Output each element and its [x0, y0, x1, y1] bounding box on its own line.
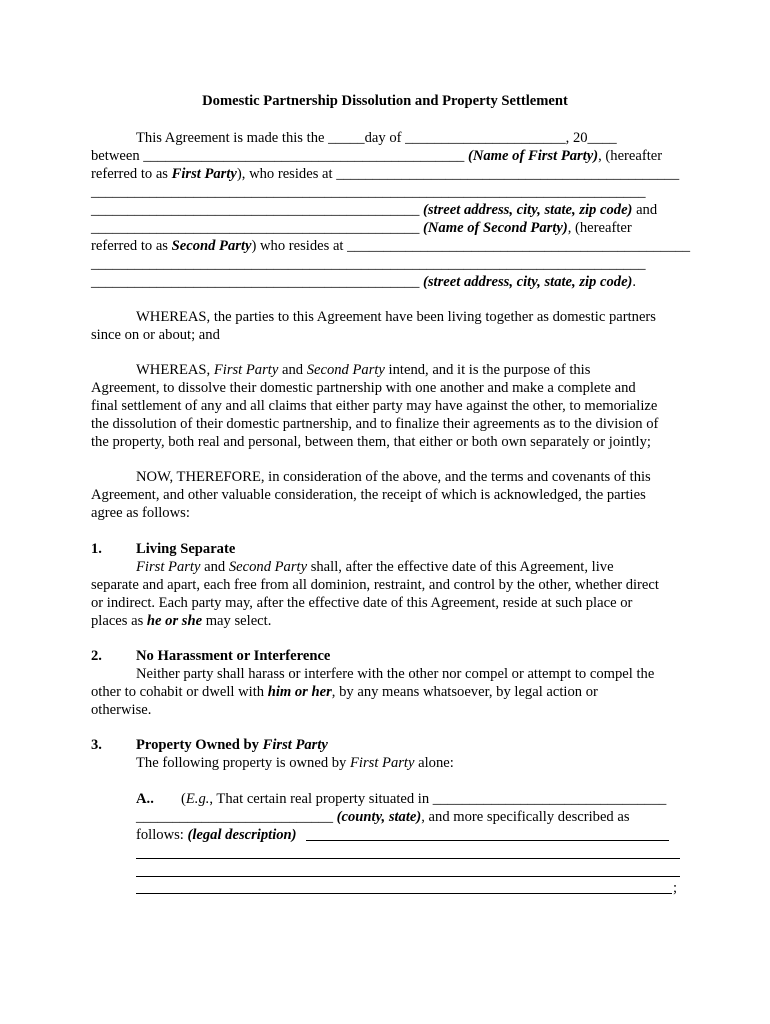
section-2-number: 2. [91, 648, 102, 664]
legal-description-blank-3 [136, 876, 680, 877]
intro-line-4: ____________________________________________________________________________ [91, 184, 646, 200]
whereas2-line-4: the dissolution of their domestic partnership, and to finalize their agreements as to the division of [91, 416, 659, 432]
whereas2-line-2: Agreement, to dissolve their domestic partnership with one another and make a complete and [91, 380, 636, 396]
whereas1-line-2: since on or about; and [91, 327, 220, 343]
intro-line-5: _____________________________________________ (street address, city, state, zip code) and [91, 202, 658, 218]
legal-description-blank-1 [306, 840, 669, 841]
whereas2-line-5: the property, both real and personal, between them, that either or both own separately or jointly; [91, 434, 651, 450]
now-line-1: NOW, THEREFORE, in consideration of the above, and the terms and covenants of this [136, 469, 651, 485]
intro-line-3: referred to as First Party), who resides at _______________________________________________ [91, 166, 680, 182]
section-1-line-1: First Party and Second Party shall, after the effective date of this Agreement, live [136, 559, 614, 575]
item-a-end-semicolon: ; [673, 880, 678, 896]
legal-description-blank-2 [136, 858, 680, 859]
section-1-heading: Living Separate [136, 541, 236, 557]
whereas1-line-1: WHEREAS, the parties to this Agreement have been living together as domestic partners [136, 309, 656, 325]
intro-line-7: referred to as Second Party) who resides at _______________________________________________ [91, 238, 691, 254]
whereas2-line-3: final settlement of any and all claims that either party may have against the other, to memorialize [91, 398, 658, 414]
section-1-line-4: places as he or she may select. [91, 613, 272, 629]
intro-line-6: _____________________________________________ (Name of Second Party), (hereafter [91, 220, 632, 236]
item-a-line-2: ___________________________ (county, state), and more specifically described as [136, 809, 630, 825]
intro-line-8: ____________________________________________________________________________ [91, 256, 646, 272]
section-3-number: 3. [91, 737, 102, 753]
now-line-3: agree as follows: [91, 505, 190, 521]
section-2-heading: No Harassment or Interference [136, 648, 331, 664]
item-a-line-1: (E.g., That certain real property situated in ________________________________ [181, 791, 667, 807]
legal-description-blank-4 [136, 893, 672, 894]
section-2-line-1: Neither party shall harass or interfere with the other nor compel or attempt to compel the [136, 666, 655, 682]
section-1-number: 1. [91, 541, 102, 557]
section-3-heading: Property Owned by First Party [136, 737, 328, 753]
item-a-label: A.. [136, 791, 154, 807]
section-3-line-1: The following property is owned by First Party alone: [136, 755, 454, 771]
section-2-line-2: other to cohabit or dwell with him or her, by any means whatsoever, by legal action or [91, 684, 598, 700]
intro-line-2: between ____________________________________________ (Name of First Party), (hereafter [91, 148, 663, 164]
document-title: Domestic Partnership Dissolution and Property Settlement [202, 93, 568, 109]
item-a-line-3: follows: (legal description) [136, 827, 297, 843]
whereas2-line-1: WHEREAS, First Party and Second Party intend, and it is the purpose of this [136, 362, 591, 378]
section-1-line-3: or indirect. Each party may, after the effective date of this Agreement, reside at such place or [91, 595, 633, 611]
now-line-2: Agreement, and other valuable consideration, the receipt of which is acknowledged, the parties [91, 487, 646, 503]
section-1-line-2: separate and apart, each free from all dominion, restraint, and control by the other, whether direct [91, 577, 659, 593]
intro-line-9: _____________________________________________ (street address, city, state, zip code). [91, 274, 637, 290]
intro-line-1: This Agreement is made this the _____day of ______________________, 20____ [136, 130, 617, 146]
section-2-line-3: otherwise. [91, 702, 152, 718]
